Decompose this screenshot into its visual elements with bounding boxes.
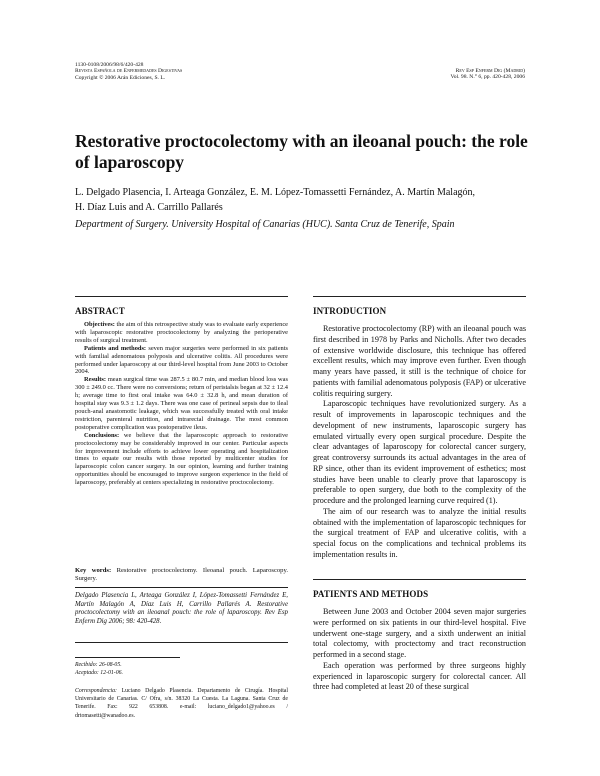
abstract-conclusions	[75, 432, 288, 487]
volume-line: Vol. 98. N.° 6, pp. 420-428, 2006	[450, 74, 525, 81]
abstract-patients	[75, 345, 288, 377]
abstract-objectives	[75, 321, 288, 345]
authors	[75, 185, 535, 215]
conclusions-text: we believe that the laparoscopic approach to restorative proctocolectomy may be considerably improved in our center. Particular aspects for improvement include efforts to achieve lower operating and hospitalization times to equate our results with those reported by multicenter studies for laparoscopic colon cancer surgery. In our opinion, learning and further training opportunities should be encouraged to improve surgeon experience in the field of laparoscopy, preferably at centers specializing in restorative proctocolectomy.	[75, 431, 288, 487]
received-date: Recibido: 26-08-05.	[75, 662, 122, 668]
citation	[75, 592, 288, 626]
article-title: Restorative proctocolectomy with an ileoanal pouch: the role of laparoscopy	[75, 131, 528, 172]
affiliation: Department of Surgery. University Hospital of Canarias (HUC). Santa Cruz de Tenerife, Spain	[75, 219, 455, 230]
copyright-line: Copyright © 2006 Arán Ediciones, S. L.	[75, 74, 166, 81]
patients-label: Patients and methods:	[84, 344, 147, 352]
authors-line-1: L. Delgado Plasencia, I. Arteaga González, E. M. López-Tomassetti Fernández, A. Martín Malagón,	[75, 187, 476, 198]
intro-paragraph: Laparoscopic techniques have revolutionized surgery. As a result of improvements in laparoscopic techniques and the development of new instruments, laparoscopic surgery has emulated virtually every open surgical procedure. Despite the clear advantages of laparoscopy for colorectal cancer surgery, great controversy surrounds its actual advantages in the area of RP since, other than its evident improvement of esthetics; most studies have been unable to clearly prove that laparoscopy is preferable to open surgery, due both to the complexity of the procedure and the prolonged learning curve required (1).	[313, 399, 526, 505]
dates-rule	[75, 657, 180, 658]
keywords-label: Key words:	[75, 567, 112, 574]
intro-top-rule	[313, 296, 526, 297]
correspondence-label: Correspondencia:	[75, 688, 117, 694]
conclusions-label: Conclusions:	[84, 431, 120, 439]
methods-paragraph: Between June 2003 and October 2004 seven major surgeries were performed on six patients in our third-level hospital. Five underwent one-stage surgery, and a sixth underwent an initial total colectomy, with proctectomy and tract reconstruction performed in a second stage.	[313, 607, 526, 659]
abstract-results	[75, 376, 288, 431]
journal-header-left	[75, 62, 295, 81]
correspondence-text: Luciano Delgado Plasencia. Departamento de Cirugía. Hospital Universitario de Canarias. C/ Ofra, s/n. 38320 La Cuesta. La Laguna. Santa Cruz de Tenerife. Fax: 922 653808. e-mail: luciano_delgado1@yahoo.es / drtomasetti@wanadoo.es.	[75, 688, 288, 719]
citation-text: Delgado Plasencia L, Arteaga González I, López-Tomassetti Fernández E, Martín Malagón A, Díaz Luis H, Carrillo Pallarés A. Restorative proctocolectomy with an ileoanal pouch: the role of laparoscopy. Rev Esp Enferm Dig 2006; 98: 420-428.	[75, 592, 288, 625]
methods-top-rule	[313, 579, 526, 580]
citation-bottom-rule	[75, 642, 288, 643]
intro-paragraph: The aim of our research was to analyze the initial results obtained with the implementation of laparoscopic techniques for the surgical treatment of FAP and ulcerative colitis, with a special focus on the complications and technical problems its implementation results in.	[313, 506, 526, 559]
abstract-body	[75, 321, 288, 487]
abstract-heading: ABSTRACT	[75, 306, 125, 316]
citation-top-rule	[75, 587, 288, 588]
authors-line-2: H. Díaz Luis and A. Carrillo Pallarés	[75, 202, 223, 213]
journal-header-right	[285, 68, 525, 81]
received-accepted	[75, 662, 288, 677]
accepted-date: Aceptado: 12-01-06.	[75, 669, 123, 676]
objectives-text: the aim of this retrospective study was to evaluate early experience with laparoscopic restorative proctocolectomy by analyzing the perioperative results of surgical treatment.	[75, 321, 288, 344]
correspondence	[75, 687, 288, 720]
issn-line: 1130-0108/2006/98/6/420-428	[75, 62, 144, 68]
patients-text: seven major surgeries were performed in six patients with familial adenomatous polyposis and ulcerative colitis. All procedures were performed under laparoscopy at our third-level hospital from June 2003 to October 2004.	[75, 344, 289, 376]
methods-paragraph: Each operation was performed by three surgeons highly experienced in laparoscopic surgery for colorectal cancer. All three had completed at least 20 of these surgical	[313, 660, 526, 692]
patients-methods-body	[313, 607, 526, 693]
patients-methods-heading: PATIENTS AND METHODS	[313, 589, 429, 599]
introduction-heading: INTRODUCTION	[313, 306, 387, 316]
keywords-text: Restorative proctocolectomy. Ileoanal pouch. Laparoscopy. Surgery.	[75, 567, 288, 583]
keywords	[75, 567, 288, 584]
journal-short-name: Rev Esp Enferm Dig (Madrid)	[455, 68, 525, 74]
results-label: Results:	[84, 376, 107, 384]
journal-name: Revista Española de Enfermedades Digestivas	[75, 68, 183, 75]
abstract-top-rule	[75, 296, 288, 297]
intro-paragraph: Restorative proctocolectomy (RP) with an ileoanal pouch was first described in 1978 by Parks and Nicholls. After two decades of extensive worldwide disclosure, this technique has offered excellent results, which may improve even further. Even though many years have passed, it still is the technique of choice for patients with familial adenomatous polyposis (FAP) or ulcerative colitis requiring surgery.	[313, 324, 526, 398]
results-text: mean surgical time was 287.5 ± 80.7 min, and median blood loss was 300 ± 249.0 cc. There were no conversions; return of peristalsis began at 32 ± 12.4 h; average time to first oral intake was 64.0 ± 32.8 h, and mean duration of hospital stay was 9.3 ± 1.2 days. There was one case of perineal sepsis due to ileal pouch-anal anastomotic leakage, which was successfully treated with oral intake restriction, parenteral nutrition, and intrarectal drainage. The most common postoperative complication was postoperative ileus.	[75, 376, 288, 431]
introduction-body	[313, 324, 526, 561]
objectives-label: Objectives:	[84, 321, 115, 328]
